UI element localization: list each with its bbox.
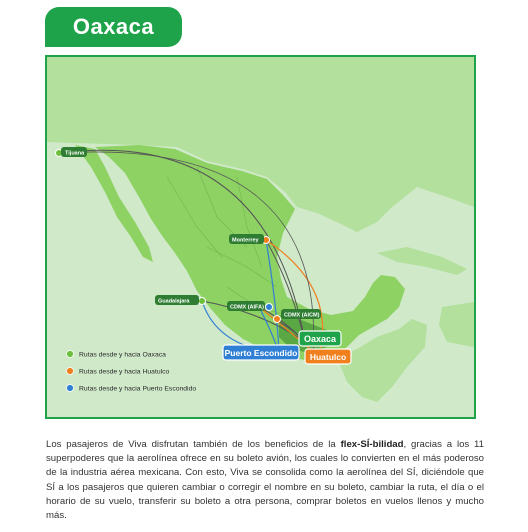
puerto-escondido-badge-label: Puerto Escondido — [224, 348, 298, 358]
legend-puerto-escondido-label: Rutas desde y hacia Puerto Escondido — [79, 385, 197, 393]
description-part-1: Los pasajeros de Viva disfrutan también de los beneficios de la — [46, 439, 341, 450]
description-part-2: , gracias a los 11 superpoderes que la aerolínea ofrece en su boleto avión, los cuales lo convierten en el más poderoso de la industria aérea mexicana. Con esto, Viva se consolida como la aerolínea del SÍ, diciéndole que SÍ a los pasajeros que quieren cambiar o corregir el nombre en su boleto, cambiar la ruta, el día o el horario de su vuelo, transferir su boleto a otra persona, comprar boletos en vuelos llenos y mucho más. — [46, 439, 485, 522]
oaxaca-badge-label: Oaxaca — [303, 334, 337, 344]
legend-oaxaca-label: Rutas desde y hacia Oaxaca — [79, 351, 166, 359]
route-map — [45, 55, 476, 419]
legend-puerto-escondido-dot — [67, 385, 74, 392]
cdmx-aicm-label: CDMX (AICM) — [284, 312, 320, 319]
description-highlight: flex-SÍ-bilidad — [340, 439, 404, 450]
monterrey-label: Monterrey — [232, 237, 259, 244]
guadalajara-marker — [199, 298, 206, 305]
cdmx-aicm-marker — [274, 316, 281, 323]
cdmx-aifa-label: CDMX (AIFA) — [230, 304, 264, 311]
legend-huatulco-label: Rutas desde y hacia Huatulco — [79, 368, 170, 376]
huatulco-badge-label: Huatulco — [309, 352, 347, 362]
legend-huatulco-dot — [67, 368, 74, 375]
page-title: Oaxaca — [72, 14, 155, 39]
tijuana-label: Tijuana — [65, 150, 85, 157]
description-paragraph — [46, 438, 484, 523]
cdmx-aifa-marker — [266, 304, 273, 311]
guadalajara-label: Guadalajara — [158, 298, 190, 305]
page-title-tab — [45, 7, 182, 47]
legend-oaxaca-dot — [67, 351, 74, 358]
